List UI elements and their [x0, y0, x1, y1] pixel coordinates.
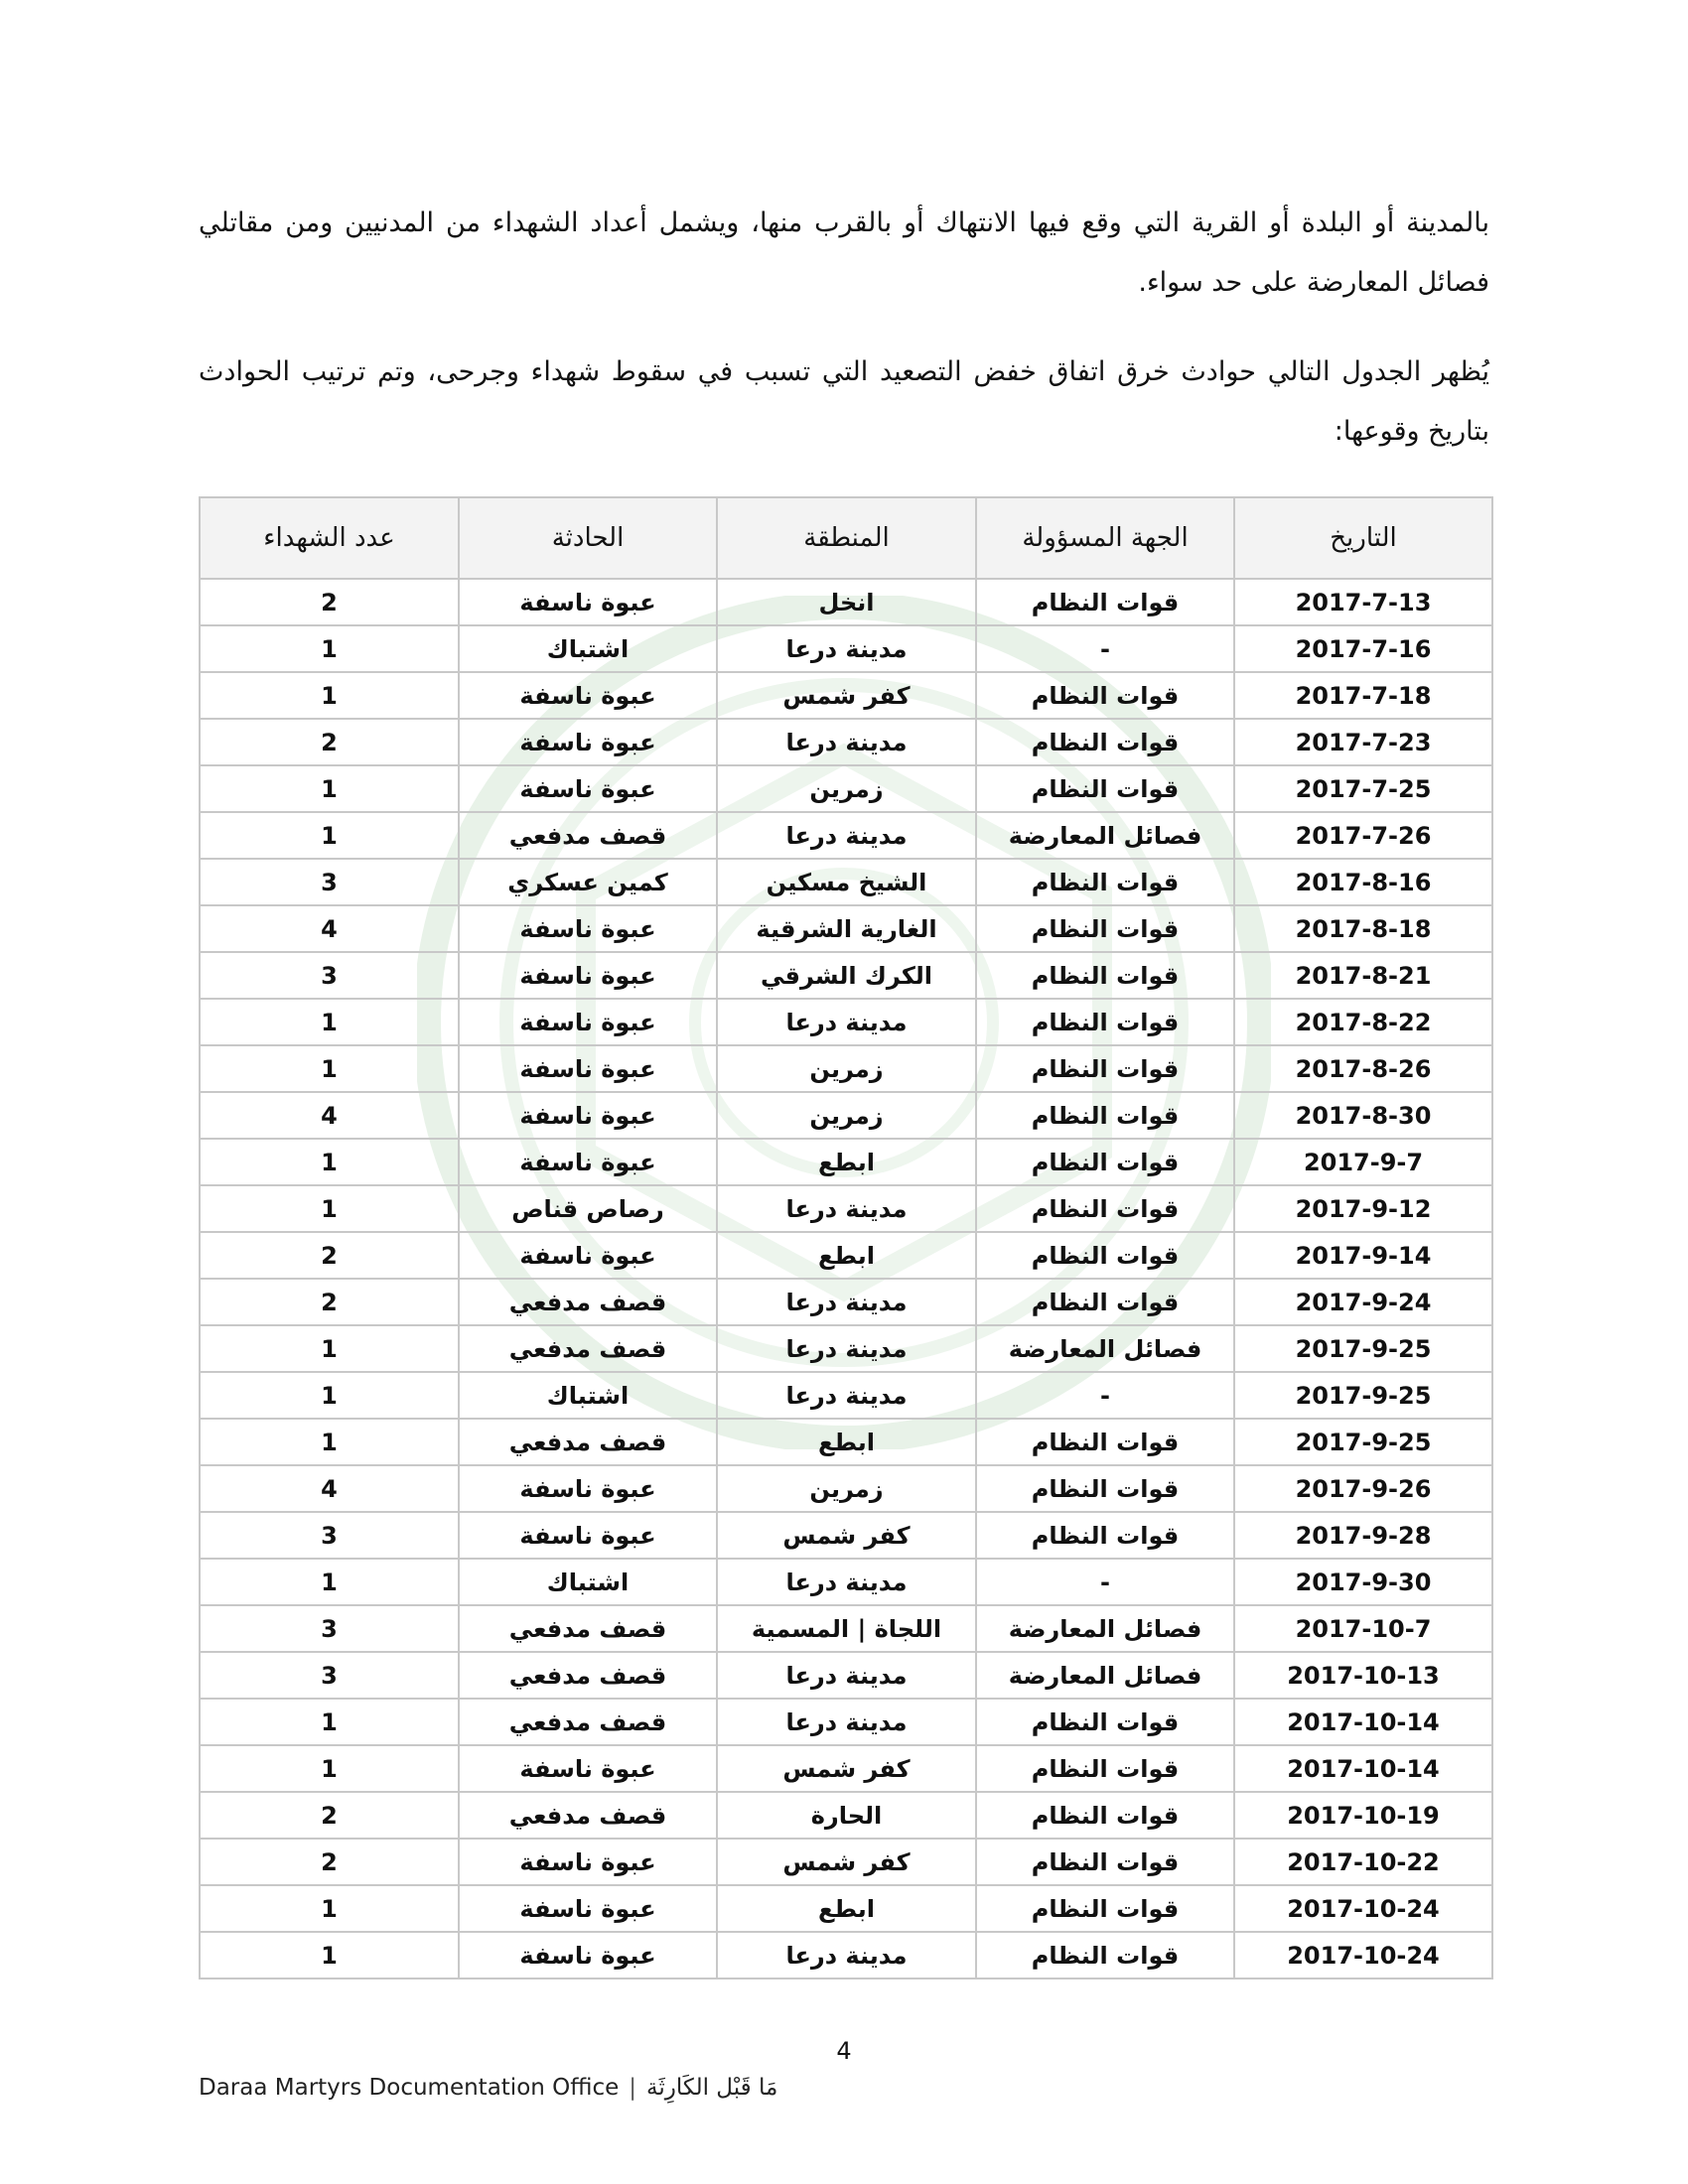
cell-martyr-count: 1 — [200, 1745, 459, 1792]
cell-incident: قصف مدفعي — [459, 1419, 717, 1465]
cell-incident: عبوة ناسفة — [459, 1512, 717, 1559]
cell-area: كفر شمس — [717, 1839, 976, 1885]
cell-martyr-count: 1 — [200, 1559, 459, 1605]
table-row — [200, 1605, 1492, 1652]
cell-date: 2017-8-18 — [1234, 905, 1492, 952]
cell-responsible-party: فصائل المعارضة — [976, 1605, 1234, 1652]
cell-incident: قصف مدفعي — [459, 1652, 717, 1699]
cell-martyr-count: 2 — [200, 579, 459, 625]
footer-org-arabic: مَا قَبْل الكَارِثَة — [646, 2075, 778, 2101]
cell-responsible-party: قوات النظام — [976, 1279, 1234, 1325]
cell-date: 2017-7-16 — [1234, 625, 1492, 672]
cell-date: 2017-10-22 — [1234, 1839, 1492, 1885]
cell-incident: اشتباك — [459, 1372, 717, 1419]
cell-responsible-party: قوات النظام — [976, 1512, 1234, 1559]
table-body — [200, 579, 1492, 1979]
cell-area: زمرين — [717, 1092, 976, 1139]
cell-date: 2017-9-24 — [1234, 1279, 1492, 1325]
header-incident: الحادثة — [459, 497, 717, 579]
cell-incident: كمين عسكري — [459, 859, 717, 905]
table-row — [200, 1699, 1492, 1745]
cell-incident: قصف مدفعي — [459, 1279, 717, 1325]
table-row — [200, 1932, 1492, 1979]
cell-martyr-count: 1 — [200, 1419, 459, 1465]
cell-responsible-party: - — [976, 1559, 1234, 1605]
cell-martyr-count: 1 — [200, 1325, 459, 1372]
header-responsible-party: الجهة المسؤولة — [976, 497, 1234, 579]
cell-area: مدينة درعا — [717, 1652, 976, 1699]
cell-date: 2017-10-19 — [1234, 1792, 1492, 1839]
cell-responsible-party: قوات النظام — [976, 719, 1234, 765]
cell-incident: عبوة ناسفة — [459, 765, 717, 812]
cell-area: مدينة درعا — [717, 719, 976, 765]
cell-area: الحارة — [717, 1792, 976, 1839]
cell-responsible-party: قوات النظام — [976, 1699, 1234, 1745]
cell-area: كفر شمس — [717, 1745, 976, 1792]
cell-martyr-count: 1 — [200, 1372, 459, 1419]
cell-martyr-count: 1 — [200, 672, 459, 719]
table-row — [200, 1745, 1492, 1792]
cell-incident: اشتباك — [459, 625, 717, 672]
cell-area: مدينة درعا — [717, 1279, 976, 1325]
cell-area: مدينة درعا — [717, 812, 976, 859]
incidents-table — [199, 496, 1493, 1979]
cell-area: مدينة درعا — [717, 999, 976, 1045]
header-area: المنطقة — [717, 497, 976, 579]
cell-martyr-count: 1 — [200, 812, 459, 859]
cell-date: 2017-9-7 — [1234, 1139, 1492, 1185]
table-row — [200, 1279, 1492, 1325]
cell-incident: قصف مدفعي — [459, 1699, 717, 1745]
cell-date: 2017-8-21 — [1234, 952, 1492, 999]
cell-incident: عبوة ناسفة — [459, 1092, 717, 1139]
cell-area: زمرين — [717, 765, 976, 812]
cell-responsible-party: قوات النظام — [976, 1839, 1234, 1885]
cell-martyr-count: 3 — [200, 859, 459, 905]
cell-date: 2017-8-26 — [1234, 1045, 1492, 1092]
cell-martyr-count: 2 — [200, 1792, 459, 1839]
cell-date: 2017-10-24 — [1234, 1885, 1492, 1932]
cell-date: 2017-9-14 — [1234, 1232, 1492, 1279]
cell-responsible-party: فصائل المعارضة — [976, 1325, 1234, 1372]
cell-date: 2017-10-7 — [1234, 1605, 1492, 1652]
table-row — [200, 1325, 1492, 1372]
cell-incident: عبوة ناسفة — [459, 1839, 717, 1885]
cell-martyr-count: 3 — [200, 1652, 459, 1699]
cell-date: 2017-10-24 — [1234, 1932, 1492, 1979]
cell-martyr-count: 1 — [200, 1699, 459, 1745]
cell-responsible-party: قوات النظام — [976, 672, 1234, 719]
cell-incident: عبوة ناسفة — [459, 719, 717, 765]
table-row — [200, 1045, 1492, 1092]
cell-area: مدينة درعا — [717, 1699, 976, 1745]
cell-area: مدينة درعا — [717, 1372, 976, 1419]
cell-incident: عبوة ناسفة — [459, 1745, 717, 1792]
table-row — [200, 719, 1492, 765]
cell-incident: رصاص قناص — [459, 1185, 717, 1232]
cell-incident: قصف مدفعي — [459, 1325, 717, 1372]
cell-martyr-count: 1 — [200, 625, 459, 672]
cell-responsible-party: - — [976, 625, 1234, 672]
page-number: 4 — [836, 2037, 852, 2065]
cell-date: 2017-8-16 — [1234, 859, 1492, 905]
cell-incident: عبوة ناسفة — [459, 905, 717, 952]
cell-area: اللجاة | المسمية — [717, 1605, 976, 1652]
table-row — [200, 812, 1492, 859]
cell-area: كفر شمس — [717, 1512, 976, 1559]
cell-date: 2017-7-18 — [1234, 672, 1492, 719]
table-header-row — [200, 497, 1492, 579]
cell-responsible-party: قوات النظام — [976, 1139, 1234, 1185]
footer-separator: | — [629, 2075, 637, 2101]
table-row — [200, 672, 1492, 719]
cell-date: 2017-9-25 — [1234, 1325, 1492, 1372]
cell-martyr-count: 3 — [200, 1512, 459, 1559]
cell-incident: عبوة ناسفة — [459, 579, 717, 625]
cell-responsible-party: قوات النظام — [976, 579, 1234, 625]
cell-area: انخل — [717, 579, 976, 625]
cell-martyr-count: 1 — [200, 1932, 459, 1979]
cell-area: ابطع — [717, 1419, 976, 1465]
table-row — [200, 1372, 1492, 1419]
cell-martyr-count: 2 — [200, 1279, 459, 1325]
table-row — [200, 1652, 1492, 1699]
table-row — [200, 579, 1492, 625]
cell-incident: عبوة ناسفة — [459, 952, 717, 999]
cell-date: 2017-9-12 — [1234, 1185, 1492, 1232]
table-row — [200, 1139, 1492, 1185]
table-row — [200, 625, 1492, 672]
table-row — [200, 999, 1492, 1045]
cell-responsible-party: فصائل المعارضة — [976, 1652, 1234, 1699]
cell-date: 2017-10-14 — [1234, 1745, 1492, 1792]
cell-date: 2017-8-30 — [1234, 1092, 1492, 1139]
table-row — [200, 765, 1492, 812]
cell-martyr-count: 3 — [200, 1605, 459, 1652]
cell-date: 2017-7-13 — [1234, 579, 1492, 625]
cell-date: 2017-9-25 — [1234, 1419, 1492, 1465]
cell-date: 2017-9-28 — [1234, 1512, 1492, 1559]
cell-area: مدينة درعا — [717, 1185, 976, 1232]
cell-area: مدينة درعا — [717, 1932, 976, 1979]
header-martyr-count: عدد الشهداء — [200, 497, 459, 579]
cell-responsible-party: قوات النظام — [976, 765, 1234, 812]
footer — [199, 2075, 777, 2101]
cell-responsible-party: فصائل المعارضة — [976, 812, 1234, 859]
cell-area: مدينة درعا — [717, 1325, 976, 1372]
cell-martyr-count: 4 — [200, 1092, 459, 1139]
table-row — [200, 1559, 1492, 1605]
cell-date: 2017-9-25 — [1234, 1372, 1492, 1419]
cell-date: 2017-10-13 — [1234, 1652, 1492, 1699]
cell-martyr-count: 2 — [200, 719, 459, 765]
cell-area: ابطع — [717, 1139, 976, 1185]
cell-incident: عبوة ناسفة — [459, 1139, 717, 1185]
cell-responsible-party: قوات النظام — [976, 1185, 1234, 1232]
cell-incident: قصف مدفعي — [459, 1605, 717, 1652]
cell-incident: عبوة ناسفة — [459, 1232, 717, 1279]
cell-area: زمرين — [717, 1045, 976, 1092]
header-date: التاريخ — [1234, 497, 1492, 579]
cell-date: 2017-8-22 — [1234, 999, 1492, 1045]
cell-incident: قصف مدفعي — [459, 1792, 717, 1839]
cell-incident: عبوة ناسفة — [459, 672, 717, 719]
cell-martyr-count: 3 — [200, 952, 459, 999]
intro-paragraph-1: بالمدينة أو البلدة أو القرية التي وقع فيها الانتهاك أو بالقرب منها، ويشمل أعداد الشهداء من المدنيين ومن مقاتلي فصائل المعارضة على حد سواء. — [199, 207, 1489, 298]
cell-area: الكرك الشرقي — [717, 952, 976, 999]
table-row — [200, 1232, 1492, 1279]
cell-date: 2017-7-25 — [1234, 765, 1492, 812]
cell-responsible-party: قوات النظام — [976, 859, 1234, 905]
cell-area: كفر شمس — [717, 672, 976, 719]
cell-incident: عبوة ناسفة — [459, 999, 717, 1045]
cell-responsible-party: قوات النظام — [976, 1045, 1234, 1092]
cell-responsible-party: - — [976, 1372, 1234, 1419]
cell-martyr-count: 4 — [200, 1465, 459, 1512]
table-row — [200, 1512, 1492, 1559]
cell-date: 2017-7-23 — [1234, 719, 1492, 765]
cell-incident: قصف مدفعي — [459, 812, 717, 859]
table-row — [200, 1792, 1492, 1839]
cell-date: 2017-9-30 — [1234, 1559, 1492, 1605]
table-row — [200, 1885, 1492, 1932]
table-row — [200, 1092, 1492, 1139]
table-row — [200, 952, 1492, 999]
cell-responsible-party: قوات النظام — [976, 1465, 1234, 1512]
cell-responsible-party: قوات النظام — [976, 1419, 1234, 1465]
table-row — [200, 1465, 1492, 1512]
cell-incident: عبوة ناسفة — [459, 1045, 717, 1092]
cell-date: 2017-9-26 — [1234, 1465, 1492, 1512]
cell-incident: عبوة ناسفة — [459, 1885, 717, 1932]
cell-area: زمرين — [717, 1465, 976, 1512]
cell-area: مدينة درعا — [717, 625, 976, 672]
cell-date: 2017-10-14 — [1234, 1699, 1492, 1745]
cell-martyr-count: 1 — [200, 999, 459, 1045]
table-row — [200, 905, 1492, 952]
cell-area: الغارية الشرقية — [717, 905, 976, 952]
table-row — [200, 1419, 1492, 1465]
footer-org-english: Daraa Martyrs Documentation Office — [199, 2075, 620, 2101]
cell-responsible-party: قوات النظام — [976, 1792, 1234, 1839]
table-row — [200, 859, 1492, 905]
cell-responsible-party: قوات النظام — [976, 999, 1234, 1045]
cell-martyr-count: 1 — [200, 1045, 459, 1092]
cell-responsible-party: قوات النظام — [976, 1232, 1234, 1279]
cell-incident: عبوة ناسفة — [459, 1465, 717, 1512]
cell-responsible-party: قوات النظام — [976, 905, 1234, 952]
cell-responsible-party: قوات النظام — [976, 952, 1234, 999]
cell-martyr-count: 1 — [200, 1139, 459, 1185]
intro-paragraph-2: يُظهر الجدول التالي حوادث خرق اتفاق خفض التصعيد التي تسبب في سقوط شهداء وجرحى، وتم ترتيب الحوادث بتاريخ وقوعها: — [199, 356, 1489, 447]
table-row — [200, 1839, 1492, 1885]
cell-area: الشيخ مسكين — [717, 859, 976, 905]
cell-area: ابطع — [717, 1885, 976, 1932]
table-row — [200, 1185, 1492, 1232]
cell-date: 2017-7-26 — [1234, 812, 1492, 859]
cell-martyr-count: 1 — [200, 1885, 459, 1932]
cell-martyr-count: 1 — [200, 765, 459, 812]
cell-martyr-count: 2 — [200, 1232, 459, 1279]
cell-incident: اشتباك — [459, 1559, 717, 1605]
cell-responsible-party: قوات النظام — [976, 1932, 1234, 1979]
cell-martyr-count: 2 — [200, 1839, 459, 1885]
cell-responsible-party: قوات النظام — [976, 1092, 1234, 1139]
cell-martyr-count: 4 — [200, 905, 459, 952]
cell-incident: عبوة ناسفة — [459, 1932, 717, 1979]
cell-responsible-party: قوات النظام — [976, 1885, 1234, 1932]
cell-area: ابطع — [717, 1232, 976, 1279]
cell-martyr-count: 1 — [200, 1185, 459, 1232]
cell-responsible-party: قوات النظام — [976, 1745, 1234, 1792]
cell-area: مدينة درعا — [717, 1559, 976, 1605]
